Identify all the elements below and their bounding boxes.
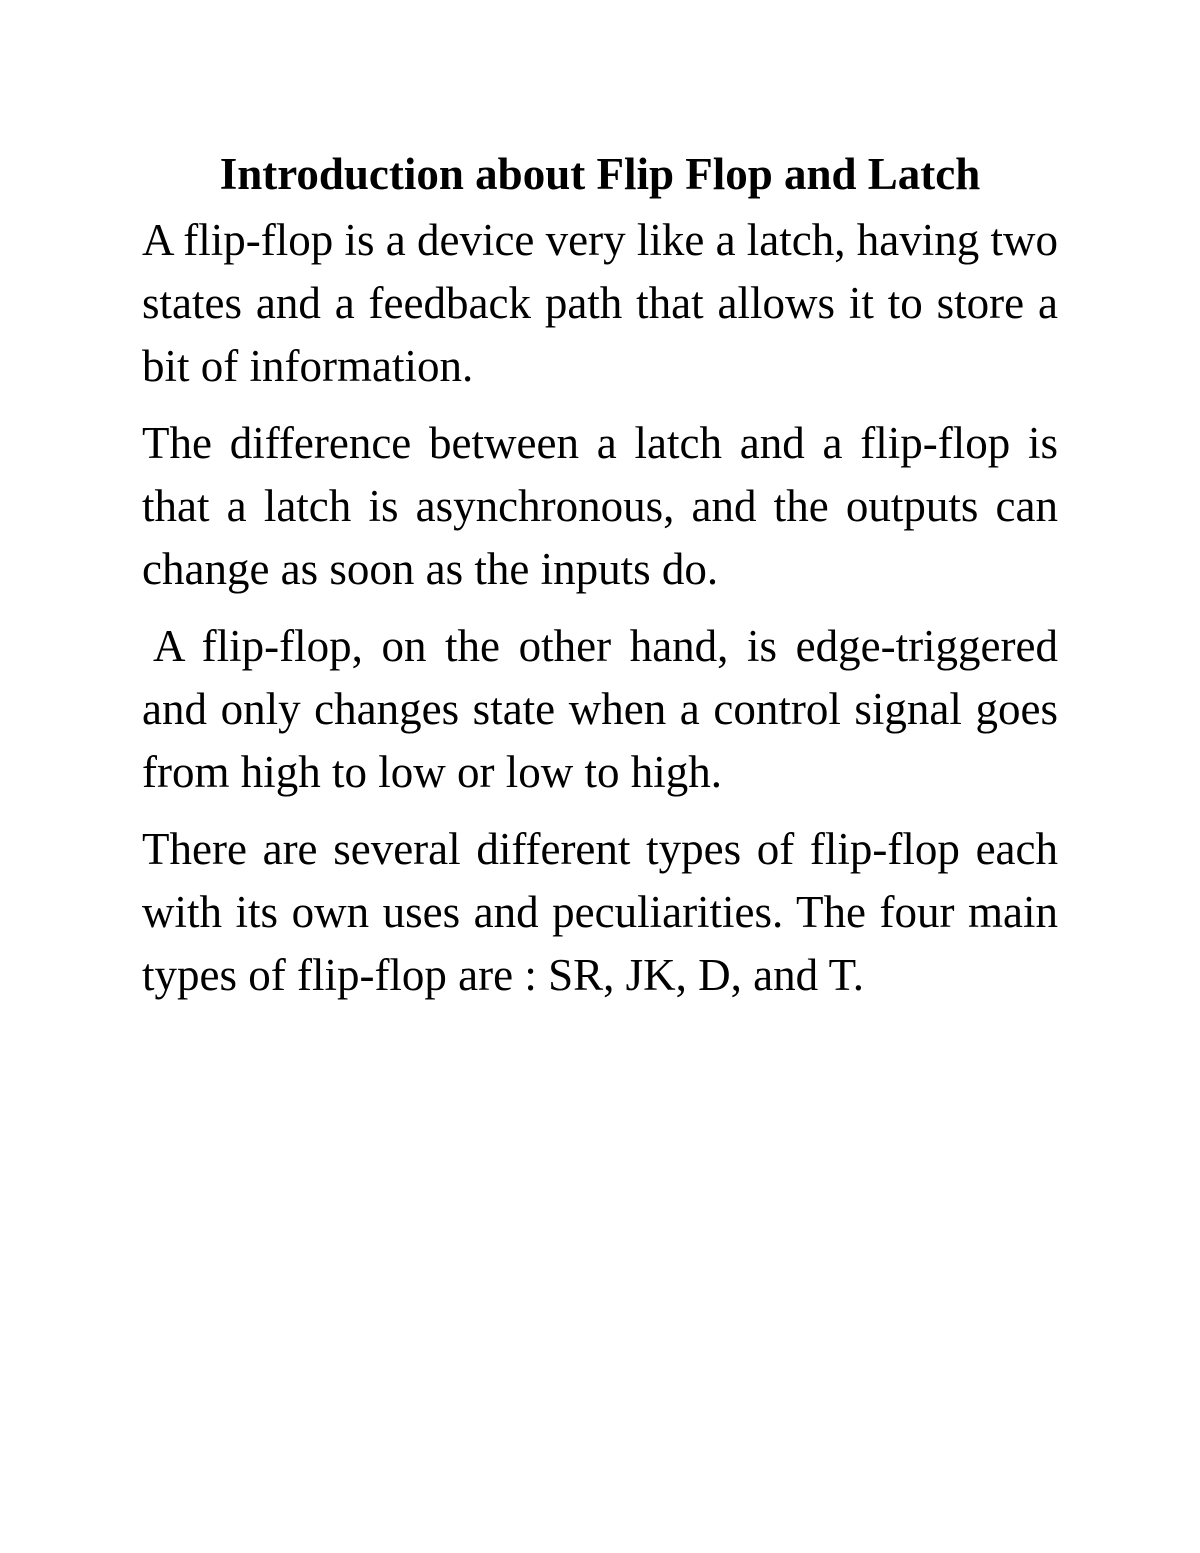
paragraph-edge-triggered: A flip-flop, on the other hand, is edge-triggered and only changes state when a control signal goes from high to low or low to high. — [142, 621, 1058, 797]
paragraph-flip-flop-types: There are several different types of flip-flop each with its own uses and peculiarities. The four main types of flip-flop are : SR, JK, D, and T. — [142, 824, 1058, 1000]
paragraph-flip-flop-definition: A flip-flop is a device very like a latch, having two states and a feedback path that allows it to store a bit of information. — [142, 215, 1058, 391]
paragraph-latch-vs-flip-flop: The difference between a latch and a flip-flop is that a latch is asynchronous, and the outputs can change as soon as the inputs do. — [142, 418, 1058, 594]
document-title: Introduction about Flip Flop and Latch — [219, 149, 981, 199]
document-body — [142, 145, 1058, 1021]
